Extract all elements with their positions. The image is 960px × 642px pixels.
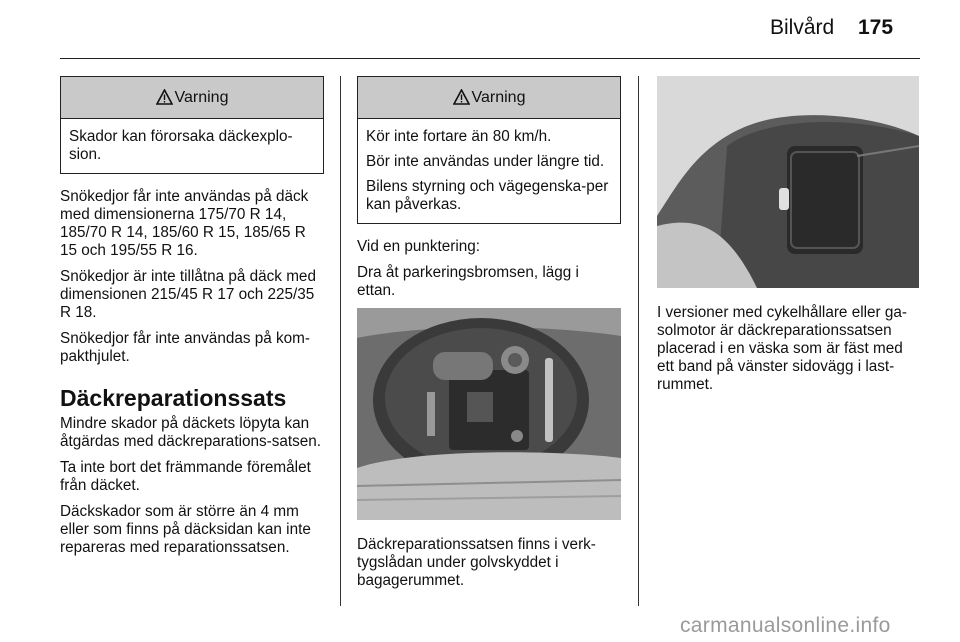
- section-title: Bilvård: [770, 16, 835, 39]
- page-number: 175: [858, 16, 894, 39]
- column-divider: [638, 76, 639, 606]
- paragraph: Snökedjor får inte användas på kom-pakthjulet.: [60, 330, 310, 365]
- paragraph: Däckskador som är större än 4 mm eller som finns på däcksidan kan inte repareras med reparationssatsen.: [60, 503, 311, 556]
- middle-column: [357, 76, 621, 598]
- warning-box: [357, 76, 621, 224]
- warning-title: Varning: [174, 89, 229, 106]
- header-divider: [60, 58, 920, 59]
- image-caption: I versioner med cykelhållare eller ga-solmotor är däckreparationssatsen placerad i en väska som är fäst med ett band på vänster sidovägg i last-rummet.: [657, 304, 907, 393]
- paragraph: Vid en punktering:: [357, 238, 481, 255]
- column-divider: [340, 76, 341, 606]
- warning-text: Bör inte användas under längre tid.: [366, 153, 605, 170]
- warning-triangle-icon: [156, 80, 173, 121]
- warning-header: [61, 77, 323, 119]
- image-caption: Däckreparationssatsen finns i verk-tygslådan under golvskyddet i bagagerummet.: [357, 536, 596, 589]
- warning-triangle-icon: [453, 80, 470, 121]
- paragraph: Dra åt parkeringsbromsen, lägg i ettan.: [357, 264, 579, 299]
- watermark: carmanualsonline.info: [680, 614, 891, 637]
- warning-text: Kör inte fortare än 80 km/h.: [366, 128, 552, 145]
- warning-title: Varning: [471, 89, 526, 106]
- warning-text: Bilens styrning och vägegenska-per kan påverkas.: [366, 178, 609, 213]
- section-heading: Däckreparationssats: [60, 385, 287, 411]
- paragraph: Ta inte bort det främmande föremålet från däcket.: [60, 459, 311, 494]
- paragraph: Snökedjor är inte tillåtna på däck med dimensionen 215/45 R 17 och 225/35 R 18.: [60, 268, 316, 321]
- paragraph: Snökedjor får inte användas på däck med dimensionerna 175/70 R 14, 185/70 R 14, 185/60 R 15, 185/65 R 15 och 195/55 R 16.: [60, 188, 309, 259]
- warning-box: [60, 76, 324, 174]
- left-column: [60, 76, 324, 565]
- warning-header: [358, 77, 620, 119]
- repair-bag-photo: [657, 76, 919, 288]
- warning-text: Skador kan förorsaka däckexplo-sion.: [69, 128, 293, 163]
- page-header: [0, 16, 960, 46]
- paragraph: Mindre skador på däckets löpyta kan åtgärdas med däckreparations-satsen.: [60, 415, 322, 450]
- repair-kit-photo: [357, 308, 621, 520]
- right-column: [657, 76, 921, 402]
